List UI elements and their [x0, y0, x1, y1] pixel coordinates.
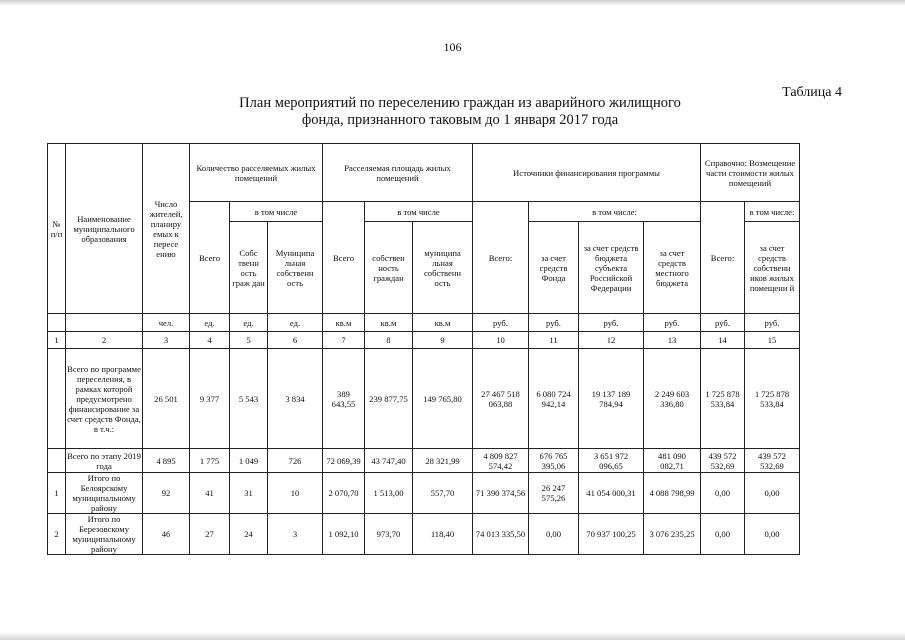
- header-local: за счет средств местного бюджета: [644, 222, 701, 314]
- row-value: 1 725 878 533,84: [701, 349, 745, 449]
- row-value: 1 775: [190, 449, 230, 473]
- row-value: 239 877,75: [365, 349, 413, 449]
- page-number: 106: [443, 40, 462, 54]
- header-funding-including: в том числе:: [529, 202, 701, 222]
- row-value: 4 895: [143, 449, 190, 473]
- row-value: 27 467 518 063,88: [473, 349, 529, 449]
- table-row: [48, 349, 800, 449]
- resettlement-plan-table: [47, 143, 800, 555]
- unit-cell: ед.: [268, 314, 323, 332]
- row-name: Всего по программе переселения, в рамках которой предусмотрено финансирование за счет средств Фонда, в т.ч.:: [66, 349, 143, 449]
- header-reference-total: Всего:: [701, 202, 745, 314]
- column-number: 14: [701, 332, 745, 349]
- column-number: 13: [644, 332, 701, 349]
- row-value: 3 651 972 096,65: [579, 449, 644, 473]
- table-row: [48, 473, 800, 514]
- row-value: 1 513,00: [365, 473, 413, 514]
- row-value: 2 249 603 336,80: [644, 349, 701, 449]
- row-value: 149 765,80: [413, 349, 473, 449]
- header-reference-owners: за счет средств собственн иков жилых помещени й: [745, 222, 800, 314]
- header-rooms-citizens: Собс твенн ость граж дан: [230, 222, 268, 314]
- row-num: [48, 449, 66, 473]
- row-value: 26 247 575,26: [529, 473, 579, 514]
- row-value: 481 090 082,71: [644, 449, 701, 473]
- header-rooms-including: в том числе: [230, 202, 323, 222]
- column-number: 1: [48, 332, 66, 349]
- row-value: 0,00: [701, 514, 745, 555]
- row-value: 26 501: [143, 349, 190, 449]
- header-rooms-municipal: Муниципа льная собственн ость: [268, 222, 323, 314]
- row-value: 3 076 235,25: [644, 514, 701, 555]
- row-value: 6 080 724 942,14: [529, 349, 579, 449]
- row-value: 439 572 532,69: [745, 449, 800, 473]
- column-number: 4: [190, 332, 230, 349]
- row-value: 1 049: [230, 449, 268, 473]
- row-value: 74 013 335,50: [473, 514, 529, 555]
- row-value: 973,70: [365, 514, 413, 555]
- header-area-municipal: муниципа льная собственн ость: [413, 222, 473, 314]
- header-funding-total: Всего:: [473, 202, 529, 314]
- row-value: 46: [143, 514, 190, 555]
- row-value: 726: [268, 449, 323, 473]
- row-value: 41: [190, 473, 230, 514]
- document-title: План мероприятий по переселению граждан из аварийного жилищного фонда, признанного таковым до 1 января 2017 года: [239, 95, 681, 128]
- table-row: [48, 449, 800, 473]
- row-value: 1 725 878 533,84: [745, 349, 800, 449]
- unit-cell: кв.м: [365, 314, 413, 332]
- row-value: 24: [230, 514, 268, 555]
- row-value: 4 088 798,99: [644, 473, 701, 514]
- row-value: 0,00: [745, 514, 800, 555]
- row-value: 27: [190, 514, 230, 555]
- column-number: 7: [323, 332, 365, 349]
- unit-cell: ед.: [230, 314, 268, 332]
- unit-cell: кв.м: [413, 314, 473, 332]
- row-value: 439 572 532,69: [701, 449, 745, 473]
- row-value: 0,00: [701, 473, 745, 514]
- row-value: 92: [143, 473, 190, 514]
- unit-cell: руб.: [473, 314, 529, 332]
- unit-cell: ед.: [190, 314, 230, 332]
- row-value: 9 377: [190, 349, 230, 449]
- row-num: 2: [48, 514, 66, 555]
- column-number: 2: [66, 332, 143, 349]
- row-value: 19 137 189 784,94: [579, 349, 644, 449]
- header-residents: Число жителей, планиру емых к пересе ению: [143, 144, 190, 314]
- header-fund: за счет средств Фонда: [529, 222, 579, 314]
- row-value: 72 069,39: [323, 449, 365, 473]
- column-number: 10: [473, 332, 529, 349]
- header-area-group: Расселяемая площадь жилых помещений: [323, 144, 473, 202]
- header-funding-group: Источники финансирования программы: [473, 144, 701, 202]
- row-name: Всего по этапу 2019 года: [67, 450, 141, 471]
- header-area-citizens: собствен ность граждан: [365, 222, 413, 314]
- unit-cell: руб.: [579, 314, 644, 332]
- row-value: 0,00: [745, 473, 800, 514]
- unit-cell: кв.м: [323, 314, 365, 332]
- row-value: 118,40: [413, 514, 473, 555]
- row-value: 41 054 000,31: [579, 473, 644, 514]
- header-area-total: Всего: [323, 202, 365, 314]
- unit-cell: руб.: [745, 314, 800, 332]
- column-number: 15: [745, 332, 800, 349]
- unit-cell: руб.: [701, 314, 745, 332]
- header-area-including: в том числе: [365, 202, 473, 222]
- header-rooms-total: Всего: [190, 202, 230, 314]
- header-reference-including: в том числе:: [745, 202, 800, 222]
- resettlement-table-container: [47, 143, 800, 555]
- row-num: [48, 349, 66, 449]
- row-value: 4 809 827 574,42: [473, 449, 529, 473]
- row-value: 0,00: [529, 514, 579, 555]
- scan-edge-bottom: [0, 632, 905, 640]
- scan-edge-top: [0, 0, 905, 6]
- unit-cell: руб.: [529, 314, 579, 332]
- unit-cell: чел.: [143, 314, 190, 332]
- row-value: 5 543: [230, 349, 268, 449]
- column-number: 6: [268, 332, 323, 349]
- row-value: 1 092,10: [323, 514, 365, 555]
- row-value: 71 390 374,56: [473, 473, 529, 514]
- row-value: 389 643,55: [323, 349, 365, 449]
- column-number: 3: [143, 332, 190, 349]
- table-label: Таблица 4: [782, 85, 842, 100]
- row-value: 28 321,99: [413, 449, 473, 473]
- header-name: Наименование муниципального образования: [66, 144, 143, 314]
- header-num: № п/п: [48, 144, 66, 314]
- row-value: 3: [268, 514, 323, 555]
- header-regional: за счет средств бюджета субъекта Российской Федерации: [579, 222, 644, 314]
- row-num: 1: [48, 473, 66, 514]
- row-value: 31: [230, 473, 268, 514]
- column-number: 12: [579, 332, 644, 349]
- column-number: 11: [529, 332, 579, 349]
- row-value: 70 937 100,25: [579, 514, 644, 555]
- row-value: 676 765 395,06: [529, 449, 579, 473]
- table-row: [48, 514, 800, 555]
- header-reference-group: Справочно: Возмещение части стоимости жилых помещений: [701, 144, 800, 202]
- row-name: Итого по Березовскому муниципальному району: [66, 514, 143, 555]
- column-number: 5: [230, 332, 268, 349]
- column-number: 9: [413, 332, 473, 349]
- unit-cell: руб.: [644, 314, 701, 332]
- row-value: 10: [268, 473, 323, 514]
- row-value: 557,70: [413, 473, 473, 514]
- header-rooms-group: Количество расселяемых жилых помещений: [190, 144, 323, 202]
- row-value: 43 747,40: [365, 449, 413, 473]
- row-value: 3 834: [268, 349, 323, 449]
- column-number: 8: [365, 332, 413, 349]
- row-name: Итого по Белоярскому муниципальному району: [66, 473, 143, 514]
- row-value: 2 070,70: [323, 473, 365, 514]
